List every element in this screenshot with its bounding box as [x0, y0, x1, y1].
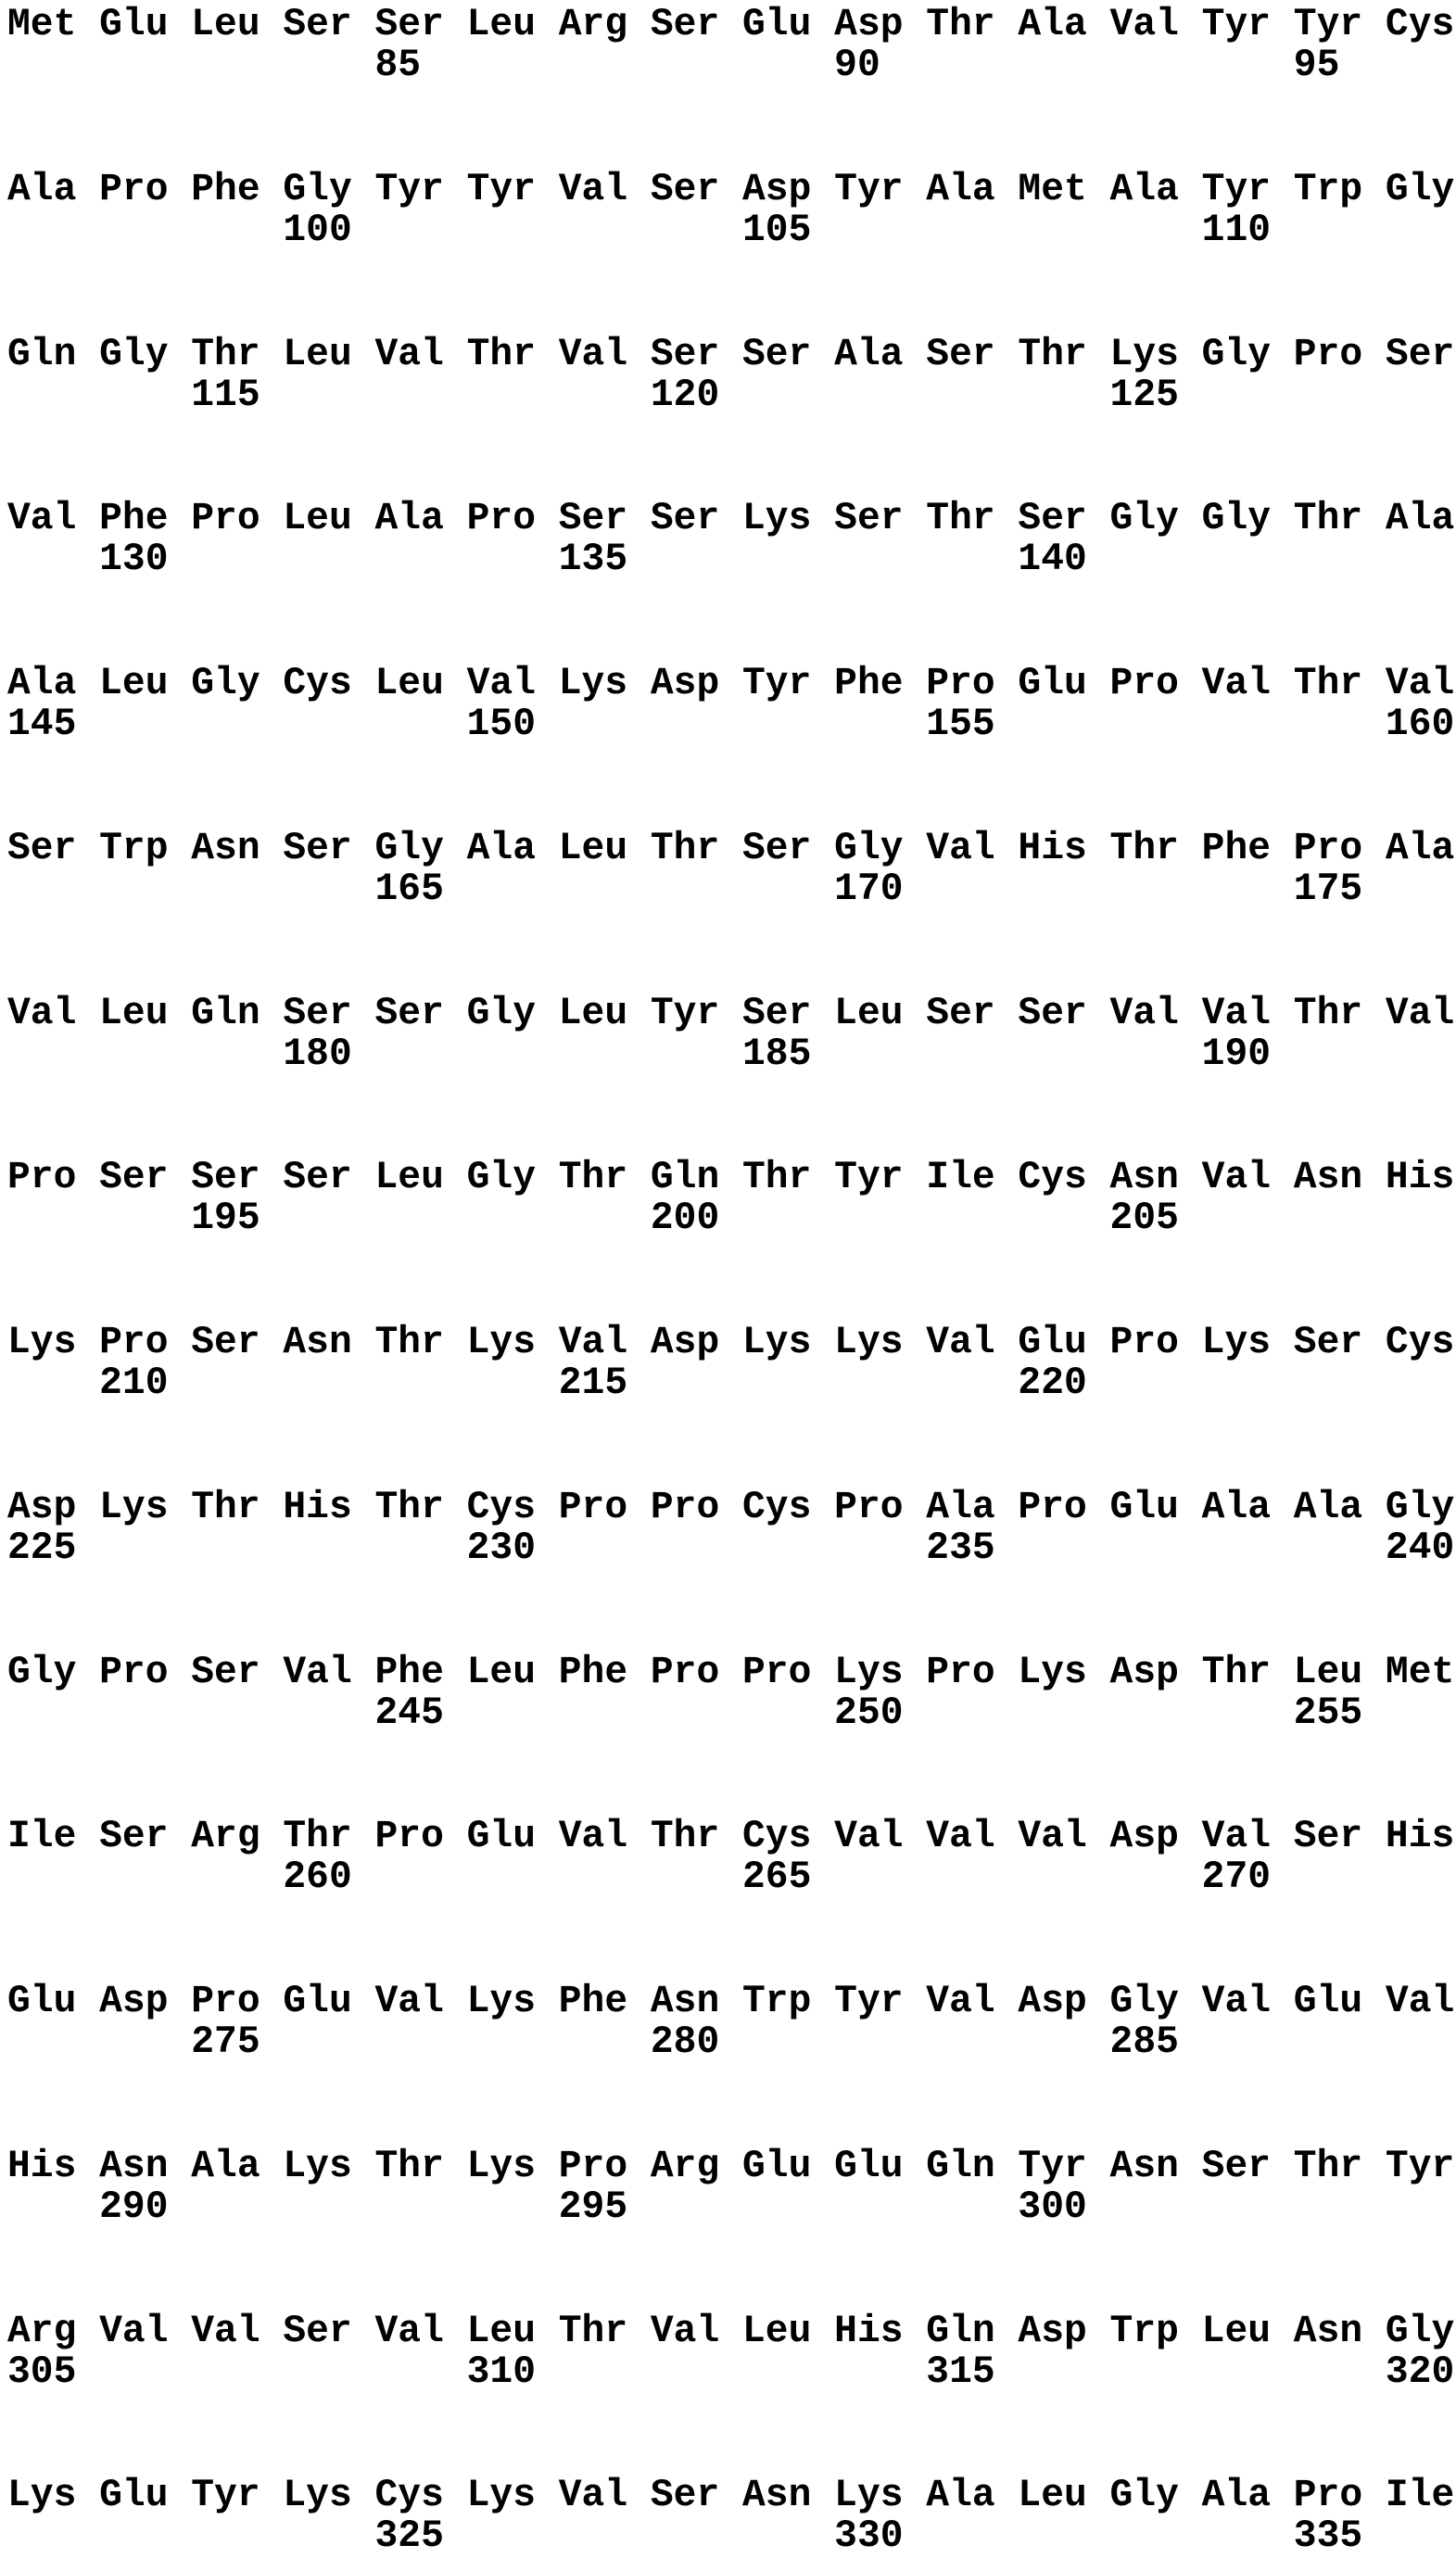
- position-number-line: 290 295 300: [7, 2185, 1087, 2229]
- sequence-row: [7, 170, 1454, 251]
- sequence-row: [7, 994, 1454, 1075]
- residue-line: Val Leu Gln Ser Ser Gly Leu Tyr Ser Leu Ser Ser Val Val Thr Val: [7, 992, 1455, 1035]
- position-number-line: 180 185 190: [7, 1032, 1272, 1076]
- residue-line: Asp Lys Thr His Thr Cys Pro Pro Cys Pro Ala Pro Glu Ala Ala Gly: [7, 1486, 1455, 1529]
- sequence-row: [7, 2476, 1454, 2557]
- residue-line: Lys Pro Ser Asn Thr Lys Val Asp Lys Lys Val Glu Pro Lys Ser Cys: [7, 1322, 1455, 1364]
- residue-line: Ala Leu Gly Cys Leu Val Lys Asp Tyr Phe Pro Glu Pro Val Thr Val: [7, 663, 1455, 705]
- sequence-row: [7, 1653, 1454, 1734]
- sequence-row: [7, 2146, 1454, 2228]
- position-number-line: 275 280 285: [7, 2021, 1179, 2064]
- position-number-line: 325 330 335: [7, 2515, 1363, 2558]
- residue-line: Val Phe Pro Leu Ala Pro Ser Ser Lys Ser Thr Ser Gly Gly Thr Ala: [7, 498, 1455, 541]
- residue-line: Ile Ser Arg Thr Pro Glu Val Thr Cys Val Val Val Asp Val Ser His: [7, 1816, 1455, 1859]
- position-number-line: 100 105 110: [7, 209, 1272, 252]
- sequence-row: [7, 1488, 1454, 1569]
- position-number-line: 130 135 140: [7, 538, 1087, 582]
- position-number-line: 145 150 155 160: [7, 703, 1455, 746]
- sequence-row: [7, 5, 1454, 86]
- position-number-line: 210 215 220: [7, 1362, 1087, 1405]
- position-number-line: 305 310 315 320: [7, 2350, 1455, 2394]
- position-number-line: 245 250 255: [7, 1691, 1363, 1735]
- residue-line: Gln Gly Thr Leu Val Thr Val Ser Ser Ala Ser Thr Lys Gly Pro Ser: [7, 333, 1455, 376]
- sequence-row: [7, 829, 1454, 910]
- residue-line: Glu Asp Pro Glu Val Lys Phe Asn Trp Tyr Val Asp Gly Val Glu Val: [7, 1981, 1455, 2023]
- residue-line: Ala Pro Phe Gly Tyr Tyr Val Ser Asp Tyr Ala Met Ala Tyr Trp Gly: [7, 168, 1455, 211]
- residue-line: Ser Trp Asn Ser Gly Ala Leu Thr Ser Gly Val His Thr Phe Pro Ala: [7, 827, 1455, 870]
- position-number-line: 115 120 125: [7, 374, 1179, 417]
- sequence-row: [7, 1982, 1454, 2063]
- residue-line: Met Glu Leu Ser Ser Leu Arg Ser Glu Asp Thr Ala Val Tyr Tyr Cys: [7, 4, 1455, 46]
- sequence-row: [7, 2311, 1454, 2393]
- sequence-row: [7, 1158, 1454, 1239]
- sequence-row: [7, 1323, 1454, 1404]
- sequence-row: [7, 499, 1454, 580]
- position-number-line: 225 230 235 240: [7, 1526, 1455, 1570]
- residue-line: Pro Ser Ser Ser Leu Gly Thr Gln Thr Tyr Ile Cys Asn Val Asn His: [7, 1157, 1455, 1200]
- position-number-line: 195 200 205: [7, 1197, 1179, 1241]
- position-number-line: 260 265 270: [7, 1856, 1272, 1900]
- sequence-row: [7, 664, 1454, 745]
- residue-line: Arg Val Val Ser Val Leu Thr Val Leu His Gln Asp Trp Leu Asn Gly: [7, 2310, 1455, 2353]
- position-number-line: 165 170 175: [7, 867, 1363, 911]
- residue-line: Gly Pro Ser Val Phe Leu Phe Pro Pro Lys Pro Lys Asp Thr Leu Met: [7, 1651, 1455, 1694]
- position-number-line: 85 90 95: [7, 44, 1340, 87]
- sequence-row: [7, 335, 1454, 416]
- residue-line: Lys Glu Tyr Lys Cys Lys Val Ser Asn Lys Ala Leu Gly Ala Pro Ile: [7, 2475, 1455, 2518]
- sequence-row: [7, 1817, 1454, 1898]
- residue-line: His Asn Ala Lys Thr Lys Pro Arg Glu Glu Gln Tyr Asn Ser Thr Tyr: [7, 2145, 1455, 2188]
